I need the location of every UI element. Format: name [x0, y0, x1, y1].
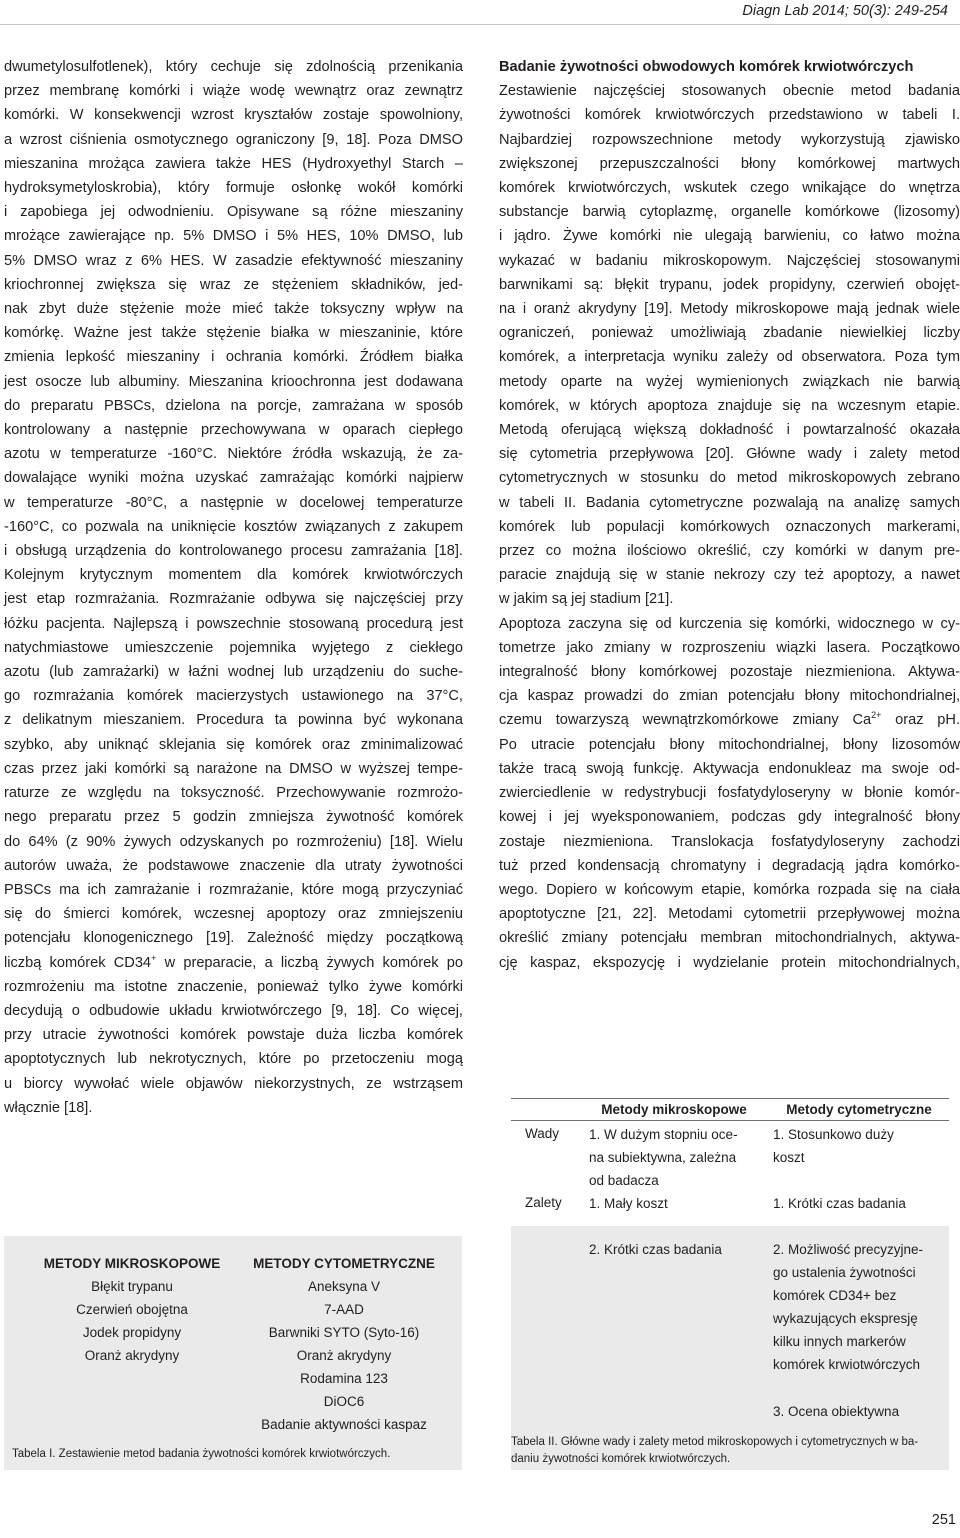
table2-label-wady: Wady [525, 1126, 560, 1141]
table2-line: komórek CD34+ bez [773, 1288, 897, 1303]
header-divider [0, 24, 960, 25]
body-line: do 64% (z 90% żywych odzyskanych po rozmrożeniu) [18]. Wielu [4, 833, 463, 850]
body-line: azotu w temperaturze -160°C. Niektóre źródła wskazują, że za- [4, 446, 463, 463]
body-line: mieszanina mrożąca zawiera także HES (Hydroxyethyl Starch – [4, 155, 463, 172]
body-line: przez co można ilościowo określić, czy komórki w danym pre- [499, 543, 960, 560]
body-line: tometrze jako zmiany w rozproszeniu wiązki lasera. Początkowo [499, 639, 960, 656]
body-line: nak zbyt duże stężenie może mieć także toksyczny wpływ na [4, 301, 463, 318]
table2-line: 1. Mały koszt [589, 1196, 668, 1211]
table2-zalety-cyto [773, 1192, 949, 1215]
table2-line: 2. Krótki czas badania [589, 1242, 722, 1257]
body-line: nego preparatu przez 5 godzin zmniejsza żywotność komórek [4, 809, 463, 826]
table1-cell: Oranż akrydyny [296, 1348, 392, 1363]
body-line: Apoptoza zaczyna się od kurczenia się komórki, widocznego w cy- [499, 615, 960, 632]
body-line: dwumetylosulfotlenek), który cechuje się zdolnością przenikania [4, 59, 463, 75]
body-line: komórki. W konsekwencji wzrost kryształów zostaje spowolniony, [4, 107, 463, 124]
body-line: a wzrost ciśnienia osmotycznego ograniczony [9, 18]. Poza DMSO [4, 131, 463, 148]
body-line: z delikatnym mieszaniem. Procedura ta powinna być wykonana [4, 712, 463, 729]
table-1 [4, 1236, 462, 1470]
table2-line: na subiektywna, zależna [589, 1150, 737, 1165]
body-line: rozmrożeniu ma istotne znaczenie, ponieważ tylko żywe komórki [4, 978, 463, 995]
table2-wady-cyto [773, 1123, 949, 1169]
table1-header-micro: METODY MIKROSKOPOWE [43, 1256, 221, 1271]
body-line: szybko, aby uniknąć sklejania się komórek oraz zminimalizować [4, 736, 463, 753]
table2-line: komórek krwiotwórczych [773, 1357, 921, 1372]
body-line: -160°C, co pozwala na uniknięcie kosztów związanych z zakupem [4, 518, 463, 535]
body-line: potencjału klonogenicznego [19]. Zależność między początkową [4, 930, 463, 947]
table2-line: 1. Stosunkowo duży [773, 1127, 894, 1142]
table2-header-rule [511, 1120, 949, 1121]
table2-extra-cyto-3: 3. Ocena obiektywna [773, 1404, 900, 1419]
body-line: apoptotycznych lub nekrotycznych, które po przetoczeniu mogą [4, 1051, 463, 1068]
journal-citation: Diagn Lab 2014; 50(3): 249-254 [742, 3, 948, 19]
body-line: jest etap rozmrażania. Rozmrażanie odbywa się najczęściej przy [4, 591, 463, 608]
table1-cell: Czerwień obojętna [76, 1302, 188, 1317]
section-heading: Badanie żywotności obwodowych komórek krwiotwórczych [499, 59, 914, 75]
body-line: ograniczeń, ponieważ umożliwiają zbadanie niewielkiej liczby [499, 325, 960, 342]
table2-extra-micro [589, 1238, 759, 1261]
body-line: wego. Dopiero w końcowym etapie, komórka rozpada się na ciała [499, 881, 960, 898]
body-line: w temperaturze -80°C, a następnie w docelowej temperaturze [4, 494, 463, 511]
table2-line: 1. Krótki czas badania [773, 1196, 906, 1211]
table2-line: go ustalenia żywotności [773, 1265, 916, 1280]
body-line: raturze ze względu na toksyczność. Przechowywanie rozmrożo- [4, 785, 463, 802]
body-line: komórkę. Ważne jest także stężenie białka w mieszaninie, które [4, 325, 463, 342]
table1-cell: DiOC6 [323, 1394, 365, 1409]
table2-line: 2. Możliwość precyzyjne- [773, 1242, 924, 1257]
body-line: Metodą oferującą większą dokładność i powtarzalność okazała [499, 422, 960, 439]
body-line: do preparatu PBSCs, dzielona na porcje, zamrażana w sposób [4, 397, 463, 414]
body-line: w jakim są jej stadium [21]. [499, 591, 674, 608]
body-line: komórek, a interpretacja wyniku zależy od obserwatora. Poza tym [499, 349, 960, 366]
body-line: przez membranę komórki i wiąże wodę wewnątrz oraz zewnątrz [4, 83, 463, 100]
body-line: określić zmiany potencjału membran mitochondrialnych, aktywa- [499, 930, 960, 947]
table1-cell: Badanie aktywności kaspaz [261, 1417, 427, 1432]
table1-cell: 7-AAD [324, 1302, 364, 1317]
table2-label-zalety: Zalety [525, 1195, 562, 1210]
table1-cell: Oranż akrydyny [84, 1348, 180, 1363]
table1-cell: Jodek propidyny [82, 1325, 182, 1340]
table2-zalety-micro [589, 1192, 759, 1215]
table2-line: 1. W dużym stopniu oce- [589, 1127, 738, 1142]
body-line: przy utracie żywotności komórek powstaje duża liczba komórek [4, 1027, 463, 1044]
table2-line: kilku innych markerów [773, 1334, 906, 1349]
body-line: czemu towarzyszą wewnątrzkomórkowe zmiany $Ca^{2+}$ oraz pH. [499, 710, 960, 729]
body-line: decydują o odbudowie układu krwiotwórczego [9, 18]. Co więcej, [4, 1002, 463, 1019]
body-line: zostaje niezmieniona. Translokacja fosfatydyloseryny zachodzi [499, 833, 960, 850]
table2-extra-cyto [773, 1238, 949, 1376]
body-line: apoptotyczne [21, 22]. Metodami cytometrii przepływowej można [499, 906, 960, 923]
right-column-body [499, 79, 960, 975]
body-line: komórek, w których apoptoza znajduje się na wczesnym etapie. [499, 397, 960, 414]
body-line: Po utracie potencjału błony mitochondrialnej, błony lizosomów [499, 736, 960, 753]
table2-header-micro: Metody mikroskopowe [601, 1102, 747, 1117]
body-line: natychmiastowe umieszczenie pojemnika wyjętego z ciekłego [4, 639, 463, 656]
body-line: Najbardziej rozpowszechnione metody wykorzystują zjawisko [499, 131, 960, 148]
body-line: żywotności komórek krwiotwórczych przedstawiono w tabeli I. [499, 107, 960, 124]
body-line: zmienia lepkość mieszaniny i ochrania komórki. Źródłem białka [4, 349, 463, 366]
right-column [499, 55, 960, 975]
body-line: i zapobiega jej odwodnieniu. Opisywane są różne mieszaniny [4, 204, 463, 221]
table1-cell: Barwniki SYTO (Syto-16) [268, 1325, 420, 1340]
body-line: Kolejnym krytycznym momentem dla komórek krwiotwórczych [4, 567, 463, 584]
table2-caption-line: daniu żywotności komórek krwiotwórczych. [511, 1453, 731, 1465]
body-line: kontrolowany a następnie przechowywana w oparach ciepłego [4, 422, 463, 439]
table2-caption [511, 1434, 956, 1468]
body-line: autorów uważa, że podstawowe znaczenie dla utraty żywotności [4, 857, 463, 874]
table2-wady-micro [589, 1123, 759, 1192]
body-line: komórek lub populacji komórkowych oznaczonych markerami, [499, 518, 960, 535]
body-line: zwierciedlenie w redystrybucji fosfatydyloseryny w błonie komór- [499, 785, 960, 802]
body-line: na i oranż akrydyny [19]. Metody mikroskopowe mają jednak wiele [499, 301, 960, 318]
body-line: cja kaspaz prowadzi do zmian potencjału błony mitochondrialnej, [499, 688, 960, 705]
body-line: łóżku pacjenta. Najlepszą i powszechnie stosowaną procedurą jest [4, 615, 463, 632]
table-2 [499, 1076, 960, 1470]
table1-cell: Błękit trypanu [91, 1279, 173, 1294]
table1-col-micro [26, 1252, 238, 1367]
body-line: integralność błony komórkowej pozostaje niezmieniona. Aktywa- [499, 664, 960, 681]
body-line: włącznie [18]. [4, 1099, 93, 1116]
body-line: się do śmierci komórek, wczesnej apoptozy oraz zmniejszeniu [4, 906, 463, 923]
table2-top-rule [511, 1098, 949, 1099]
body-line: czas przez jaki komórki są narażone na DMSO w wyższej tempe- [4, 760, 463, 777]
table2-line: od badacza [589, 1173, 659, 1188]
body-line: cytometrycznych w stosunku do metod mikroskopowych zebrano [499, 470, 960, 487]
body-line: kowej i jej wyeksponowaniem, podczas gdy integralność błony [499, 809, 960, 826]
body-line: go rozmrażania komórek macierzystych ustawionego na 37°C, [4, 688, 463, 705]
body-line: u biorcy wywołać wiele objawów niekorzystnych, ze wstrząsem [4, 1075, 463, 1092]
table2-header-cyto: Metody cytometryczne [786, 1102, 932, 1117]
body-line: wykazać w badaniu mikroskopowym. Najczęściej stosowanymi [499, 252, 960, 269]
table1-caption: Tabela I. Zestawienie metod badania żywotności komórek krwiotwórczych. [12, 1448, 391, 1460]
body-line: kriochronnej zwiększa się wraz ze stężeniem składników, jed- [4, 276, 463, 293]
body-line: mrożące zawierające np. 5% DMSO i 5% HES, 10% DMSO, lub [4, 228, 463, 245]
body-line: liczbą komórek CD34+ w preparacie, a liczbą żywych komórek po [4, 952, 463, 971]
body-line: w tabeli II. Badania cytometryczne pozwalają na analizę samych [499, 494, 960, 511]
table1-cell: Rodamina 123 [300, 1371, 388, 1386]
body-line: 5% DMSO wraz z 6% HES. W zasadzie efektywność mieszaniny [4, 252, 463, 269]
table2-line: koszt [773, 1150, 805, 1165]
body-line: zwiększonej przepuszczalności błony komórkowej martwych [499, 155, 960, 172]
body-line: metody oparte na wyżej wymienionych związkach nie barwią [499, 373, 960, 390]
table1-cell: Aneksyna V [307, 1279, 381, 1294]
table2-caption-line: Tabela II. Główne wady i zalety metod mikroskopowych i cytometrycznych w ba- [511, 1436, 919, 1448]
body-line: paracie znajdują się w stanie nekrozy czy też apoptozy, a nawet [499, 567, 960, 584]
body-line: hydroksymetyloskrobia), który formuje osłonkę wokół komórki [4, 180, 463, 197]
body-line: i obsługą urządzenia do kontrolowanego procesu zamrażania [18]. [4, 543, 463, 560]
body-line: azotu (lub zamrażarki) w łaźni wodnej lub urządzeniu do suche- [4, 664, 463, 681]
body-line: substancje barwią cytoplazmę, organelle komórkowe (lizosomy) [499, 204, 960, 221]
body-line: komórek krwiotwórczych, wskutek czego wnikające do wnętrza [499, 180, 960, 197]
body-line: i jądro. Żywe komórki nie ulegają barwieniu, co łatwo można [499, 228, 960, 245]
body-line: dowalające wyniki można uzyskać zamrażając komórki najpierw [4, 470, 463, 487]
table2-line: wykazujących ekspresję [773, 1311, 918, 1326]
body-line: tuż przed kondensacją chromatyny i degradacją jądra komórko- [499, 857, 960, 874]
body-line: cję kaspaz, ekspozycję i wydzielanie protein mitochondrialnych, [499, 954, 960, 971]
body-line: Zestawienie najczęściej stosowanych obecnie metod badania [499, 83, 960, 100]
page-number: 251 [931, 1512, 956, 1528]
body-line: PBSCs ma ich zamrażanie i rozmrażanie, które mogą przyczyniać [4, 881, 463, 898]
body-line: także tracą swoją funkcję. Aktywacja endonukleaz ma swoje od- [499, 760, 960, 777]
table1-col-cyto [238, 1252, 450, 1436]
body-line: barwnikami są: błękit trypanu, jodek propidyny, czerwień obojęt- [499, 276, 960, 293]
table1-header-cyto: METODY CYTOMETRYCZNE [253, 1256, 435, 1271]
left-column [4, 55, 463, 1120]
body-line: się cytometria przepływowa [20]. Główne wady i zalety metod [499, 446, 960, 463]
body-line: jest osocze lub albuminy. Mieszanina krioochronna jest dodawana [4, 373, 463, 390]
